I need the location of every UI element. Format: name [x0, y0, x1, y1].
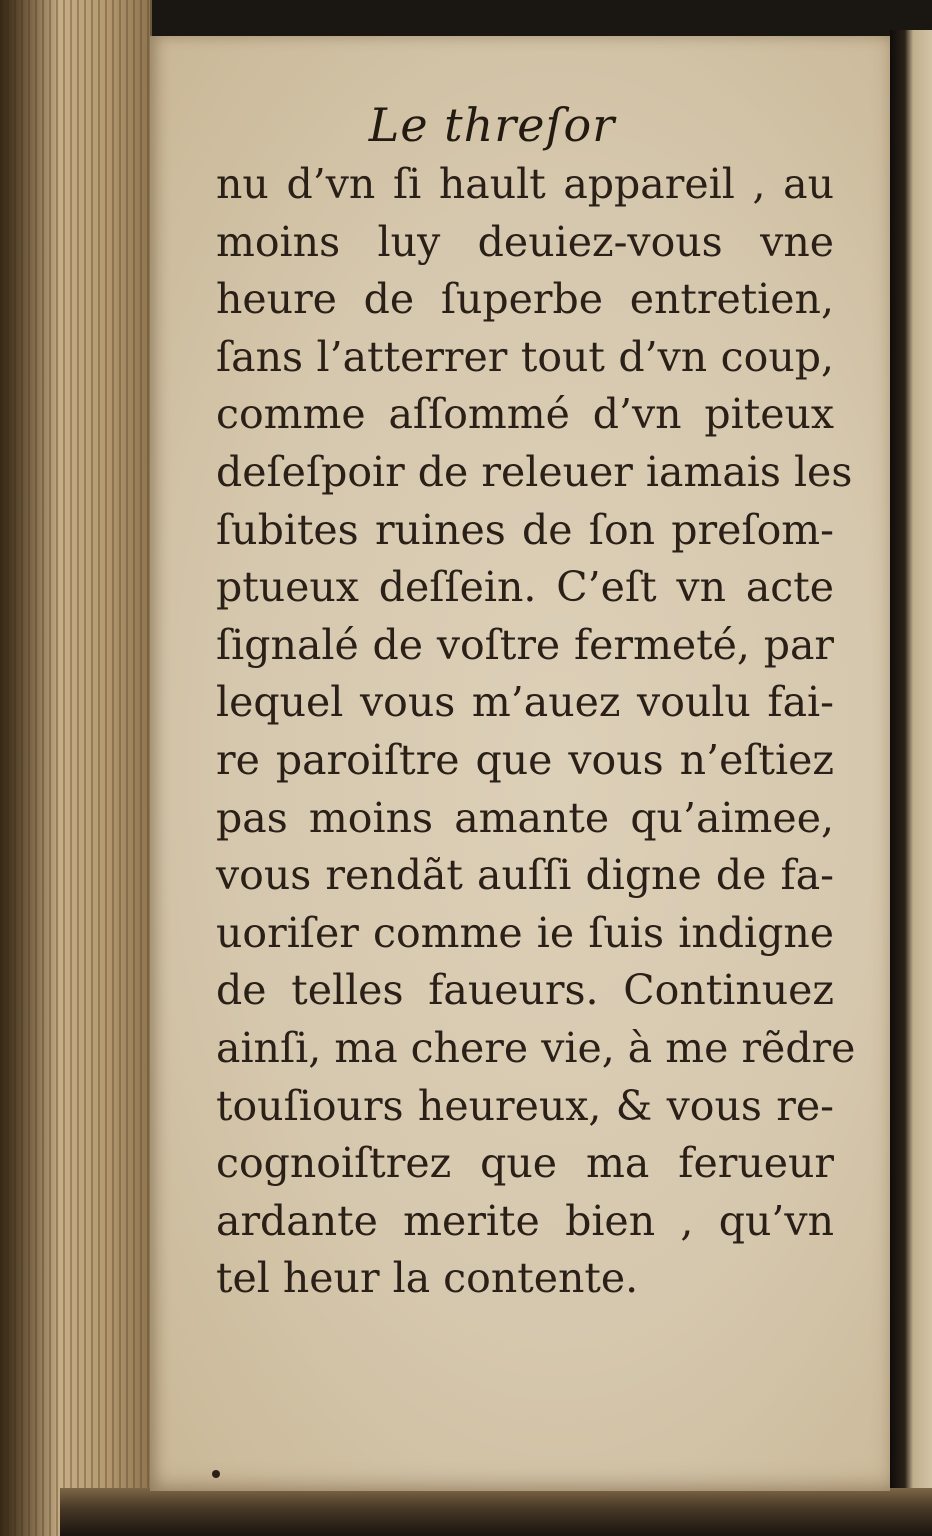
text-line: uoriſer comme ie ſuis indigne [216, 908, 834, 957]
text-line: ſubites ruines de ſon preſom- [216, 505, 834, 554]
book-right-edge [890, 30, 932, 1500]
text-line: ainſi, ma chere vie, à me rẽdre [216, 1023, 856, 1072]
text-line: touſiours heureux, & vous re- [216, 1081, 834, 1130]
text-line: tel heur la contente. [216, 1254, 639, 1303]
text-line: heure de ſuperbe entretien, [216, 275, 834, 324]
text-line: ſignalé de voſtre fermeté, par [216, 620, 834, 669]
text-line: ſans l’atterrer tout d’vn coup, [216, 332, 834, 381]
fore-edge-shadow [0, 0, 60, 1536]
body-text [216, 156, 856, 1308]
text-line: deſeſpoir de releuer iamais les [216, 447, 853, 496]
text-line: comme aſſommé d’vn piteux [216, 390, 834, 439]
book-bottom-edge [60, 1488, 932, 1536]
text-line: cognoiſtrez que ma ferueur [216, 1139, 834, 1188]
text-line: re paroiſtre que vous n’eſtiez [216, 735, 834, 784]
text-line: moins luy deuiez-vous vne [216, 217, 834, 266]
running-title: Le threſor [368, 98, 616, 152]
text-line: vous rendãt auſſi digne de fa- [216, 851, 834, 900]
ink-dot-mark [212, 1470, 220, 1478]
text-line: de telles faueurs. Continuez [216, 966, 834, 1015]
text-line: ptueux deſſein. C’eſt vn acte [216, 563, 834, 612]
text-line: nu d’vn ſi hault appareil , au [216, 160, 834, 208]
text-line: lequel vous m’auez voulu fai- [216, 678, 834, 727]
text-line: pas moins amante qu’aimee, [216, 793, 834, 842]
text-line: ardante merite bien , qu’vn [216, 1196, 834, 1245]
